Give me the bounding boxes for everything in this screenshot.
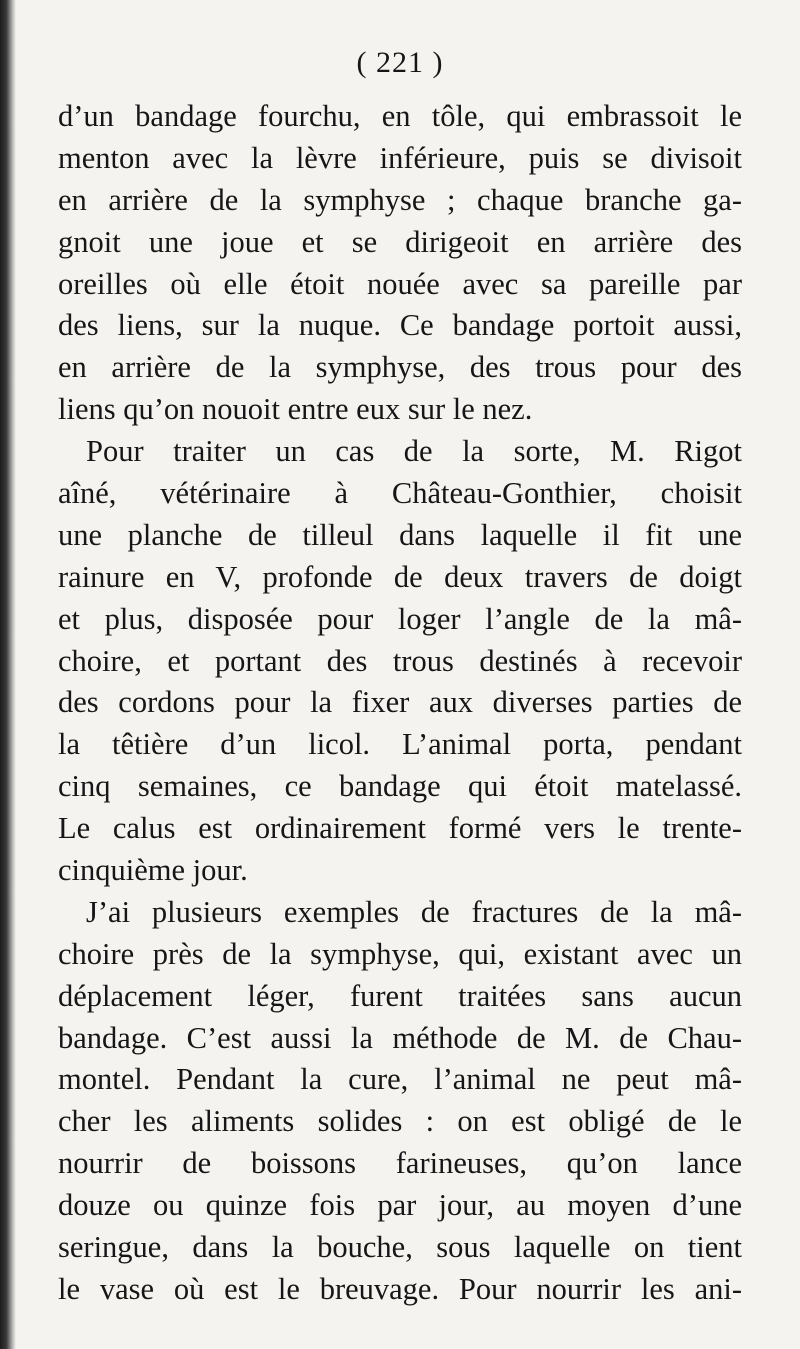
text-line: montel. Pendant la cure, l’animal ne peut mâ- [58,1062,742,1097]
text-line: nourrir de boissons farineuses, qu’on lance [58,1146,742,1181]
text-line: le vase où est le breuvage. Pour nourrir les ani- [58,1271,742,1306]
text-line: gnoit une joue et se dirigeoit en arrière des [58,224,742,259]
text-line: en arrière de la symphyse ; chaque branche ga- [58,182,742,217]
text-line: déplacement léger, furent traitées sans aucun [58,978,742,1013]
text-line: la têtière d’un licol. L’animal porta, pendant [58,727,742,762]
text-line: menton avec la lèvre inférieure, puis se divisoit [58,140,742,175]
body-text [58,96,742,1311]
text-line: des liens, sur la nuque. Ce bandage portoit aussi, [58,308,742,343]
page-number: ( 221 ) [356,46,444,79]
text-line: oreilles où elle étoit nouée avec sa pareille par [58,266,742,301]
text-line: en arrière de la symphyse, des trous pour des [58,350,742,385]
text-line: des cordons pour la fixer aux diverses parties de [58,685,742,720]
text-line: une planche de tilleul dans laquelle il fit une [58,517,742,552]
text-line: Le calus est ordinairement formé vers le trente- [58,811,742,846]
text-line: cher les aliments solides : on est obligé de le [58,1104,742,1139]
text-line: aîné, vétérinaire à Château-Gonthier, choisit [58,476,742,511]
text-line: cinquième jour. [58,853,248,888]
text-line: douze ou quinze fois par jour, au moyen d’une [58,1188,742,1223]
text-line: cinq semaines, ce bandage qui étoit matelassé. [58,769,742,804]
text-line: choire, et portant des trous destinés à recevoir [58,643,742,678]
text-line: et plus, disposée pour loger l’angle de la mâ- [58,601,742,636]
text-line: rainure en V, profonde de deux travers de doigt [58,559,742,594]
text-line: J’ai plusieurs exemples de fractures de la mâ- [86,894,742,929]
text-line: Pour traiter un cas de la sorte, M. Rigot [86,434,742,469]
text-line: seringue, dans la bouche, sous laquelle on tient [58,1230,742,1265]
page-binding-shadow [0,0,16,1349]
text-line: bandage. C’est aussi la méthode de M. de Chau- [58,1020,742,1055]
text-line: choire près de la symphyse, qui, existant avec un [58,936,742,971]
text-line: liens qu’on nouoit entre eux sur le nez. [58,392,533,427]
text-line: d’un bandage fourchu, en tôle, qui embrassoit le [58,99,742,133]
